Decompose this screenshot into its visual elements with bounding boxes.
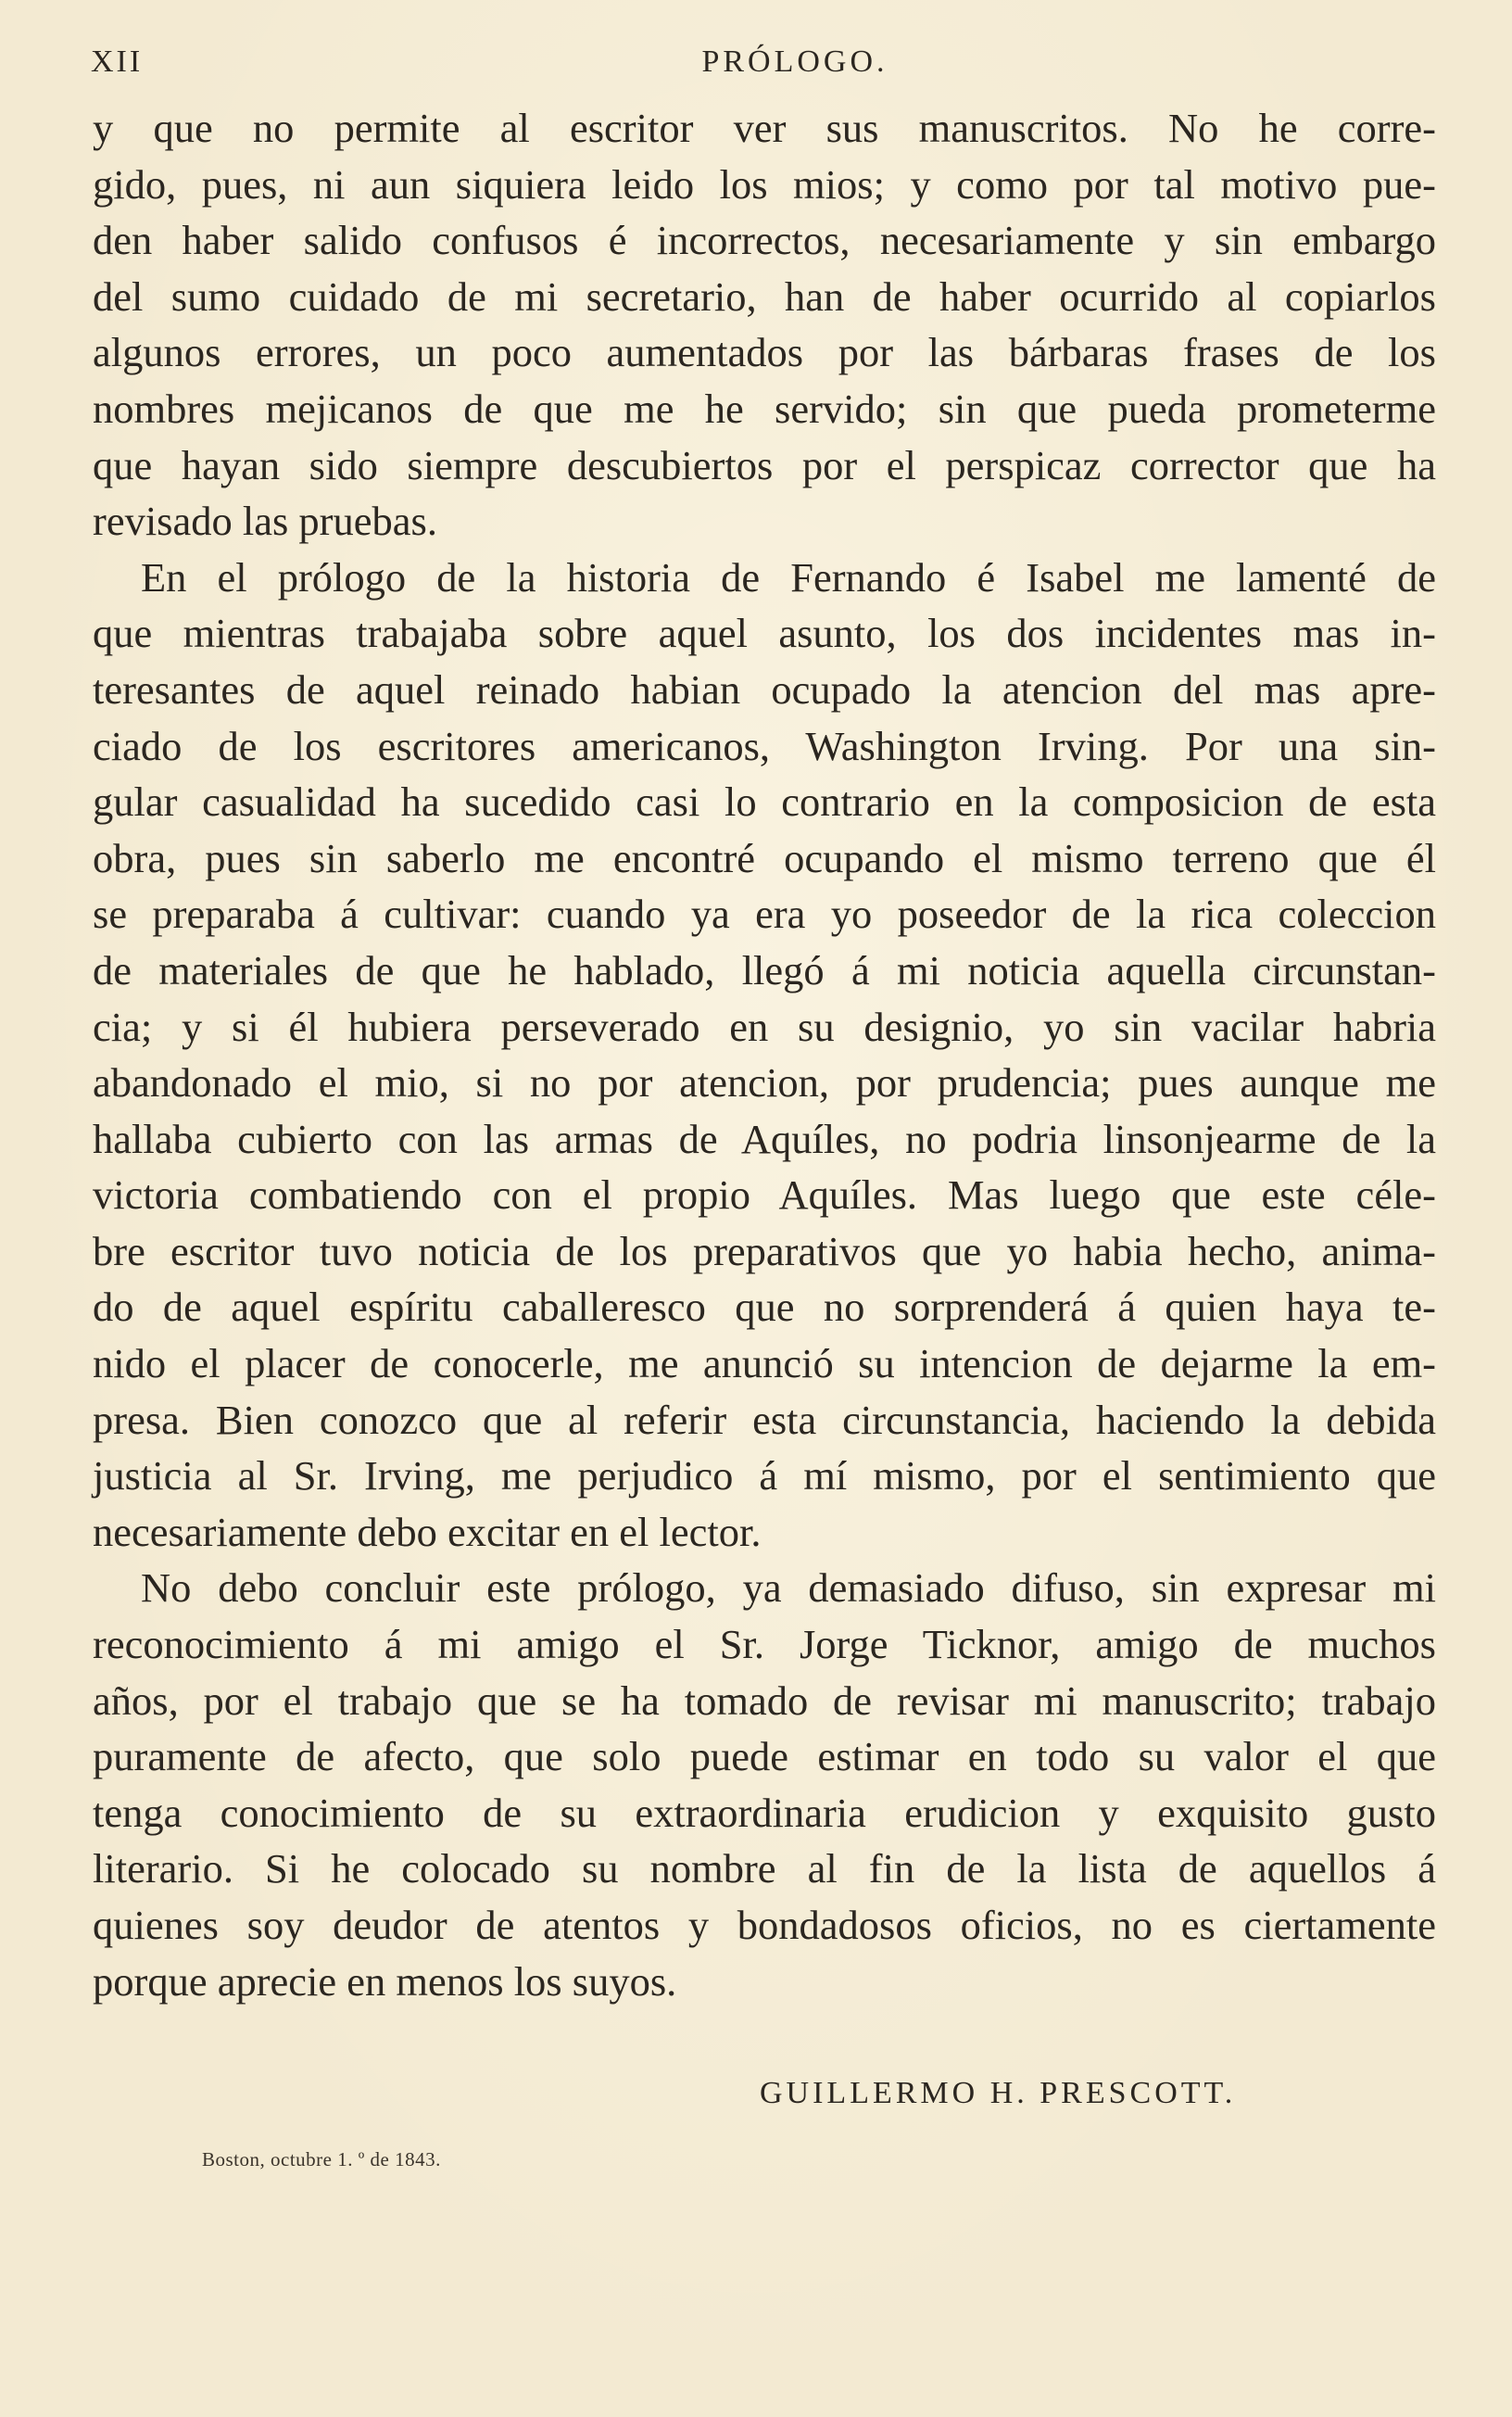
text-line: En el prólogo de la historia de Fernando é Isabel me lamenté de bbox=[141, 553, 1436, 601]
text-line: hallaba cubierto con las armas de Aquíles, no podria linsonjearme de la bbox=[93, 1115, 1436, 1162]
text-line: ciado de los escritores americanos, Washington Irving. Por una sin- bbox=[93, 722, 1436, 769]
text-line: de materiales de que he hablado, llegó á mi noticia aquella circunstan- bbox=[93, 946, 1436, 993]
text-line: den haber salido confusos é incorrectos, necesariamente y sin embargo bbox=[93, 217, 1436, 264]
text-line: presa. Bien conozco que al referir esta circunstancia, haciendo la debida bbox=[93, 1396, 1436, 1443]
text-line: literario. Si he colocado su nombre al fin de la lista de aquellos á bbox=[93, 1845, 1436, 1892]
text-line: nombres mejicanos de que me he servido; sin que pueda prometerme bbox=[93, 385, 1436, 432]
body-text bbox=[93, 100, 1436, 2009]
text-line: que mientras trabajaba sobre aquel asunto, los dos incidentes mas in- bbox=[93, 610, 1436, 657]
text-line: gido, pues, ni aun siquiera leido los mios; y como por tal motivo pue- bbox=[93, 160, 1436, 208]
text-line: abandonado el mio, si no por atencion, por prudencia; pues aunque me bbox=[93, 1059, 1436, 1107]
author-signature: GUILLERMO H. PRESCOTT. bbox=[760, 2076, 1237, 2110]
text-line: y que no permite al escritor ver sus manuscritos. No he corre- bbox=[93, 105, 1436, 151]
text-line: nido el placer de conocerle, me anunció su intencion de dejarme la em- bbox=[93, 1340, 1436, 1387]
paragraph bbox=[93, 100, 1436, 550]
text-line: del sumo cuidado de mi secretario, han de haber ocurrido al copiarlos bbox=[93, 272, 1436, 320]
paragraph bbox=[93, 550, 1436, 1561]
text-line: porque aprecie en menos los suyos. bbox=[93, 1957, 677, 2005]
text-line: bre escritor tuvo noticia de los preparativos que yo habia hecho, anima- bbox=[93, 1227, 1436, 1274]
text-line: años, por el trabajo que se ha tomado de revisar mi manuscrito; trabajo bbox=[93, 1677, 1436, 1724]
text-line: No debo concluir este prólogo, ya demasiado difuso, sin expresar mi bbox=[141, 1564, 1436, 1612]
text-line: quienes soy deudor de atentos y bondadosos oficios, no es ciertamente bbox=[93, 1902, 1436, 1948]
text-line: tenga conocimiento de su extraordinaria erudicion y exquisito gusto bbox=[93, 1789, 1436, 1836]
text-line: gular casualidad ha sucedido casi lo contrario en la composicion de esta bbox=[93, 778, 1436, 826]
text-line: que hayan sido siempre descubiertos por el perspicaz corrector que ha bbox=[93, 441, 1436, 488]
text-line: reconocimiento á mi amigo el Sr. Jorge Ticknor, amigo de muchos bbox=[93, 1621, 1436, 1668]
page-number: XII bbox=[91, 44, 144, 79]
text-line: necesariamente debo excitar en el lector. bbox=[93, 1508, 762, 1555]
paragraph bbox=[93, 1560, 1436, 2009]
text-line: algunos errores, un poco aumentados por las bárbaras frases de los bbox=[93, 329, 1436, 376]
text-line: revisado las pruebas. bbox=[93, 498, 437, 545]
text-line: do de aquel espíritu caballeresco que no sorprenderá á quien haya te- bbox=[93, 1284, 1436, 1331]
dateline: Boston, octubre 1. º de 1843. bbox=[202, 2148, 441, 2170]
text-line: obra, pues sin saberlo me encontré ocupando el mismo terreno que él bbox=[93, 834, 1436, 881]
running-title: PRÓLOGO. bbox=[701, 44, 888, 79]
text-line: justicia al Sr. Irving, me perjudico á mí mismo, por el sentimiento que bbox=[93, 1452, 1436, 1500]
text-line: cia; y si él hubiera perseverado en su designio, yo sin vacilar habria bbox=[93, 1003, 1436, 1050]
text-line: puramente de afecto, que solo puede estimar en todo su valor el que bbox=[93, 1733, 1436, 1780]
running-head bbox=[91, 44, 1425, 87]
text-line: teresantes de aquel reinado habian ocupado la atencion del mas apre- bbox=[93, 665, 1436, 713]
text-line: victoria combatiendo con el propio Aquíles. Mas luego que este céle- bbox=[93, 1171, 1436, 1219]
text-line: se preparaba á cultivar: cuando ya era yo poseedor de la rica coleccion bbox=[93, 891, 1436, 938]
